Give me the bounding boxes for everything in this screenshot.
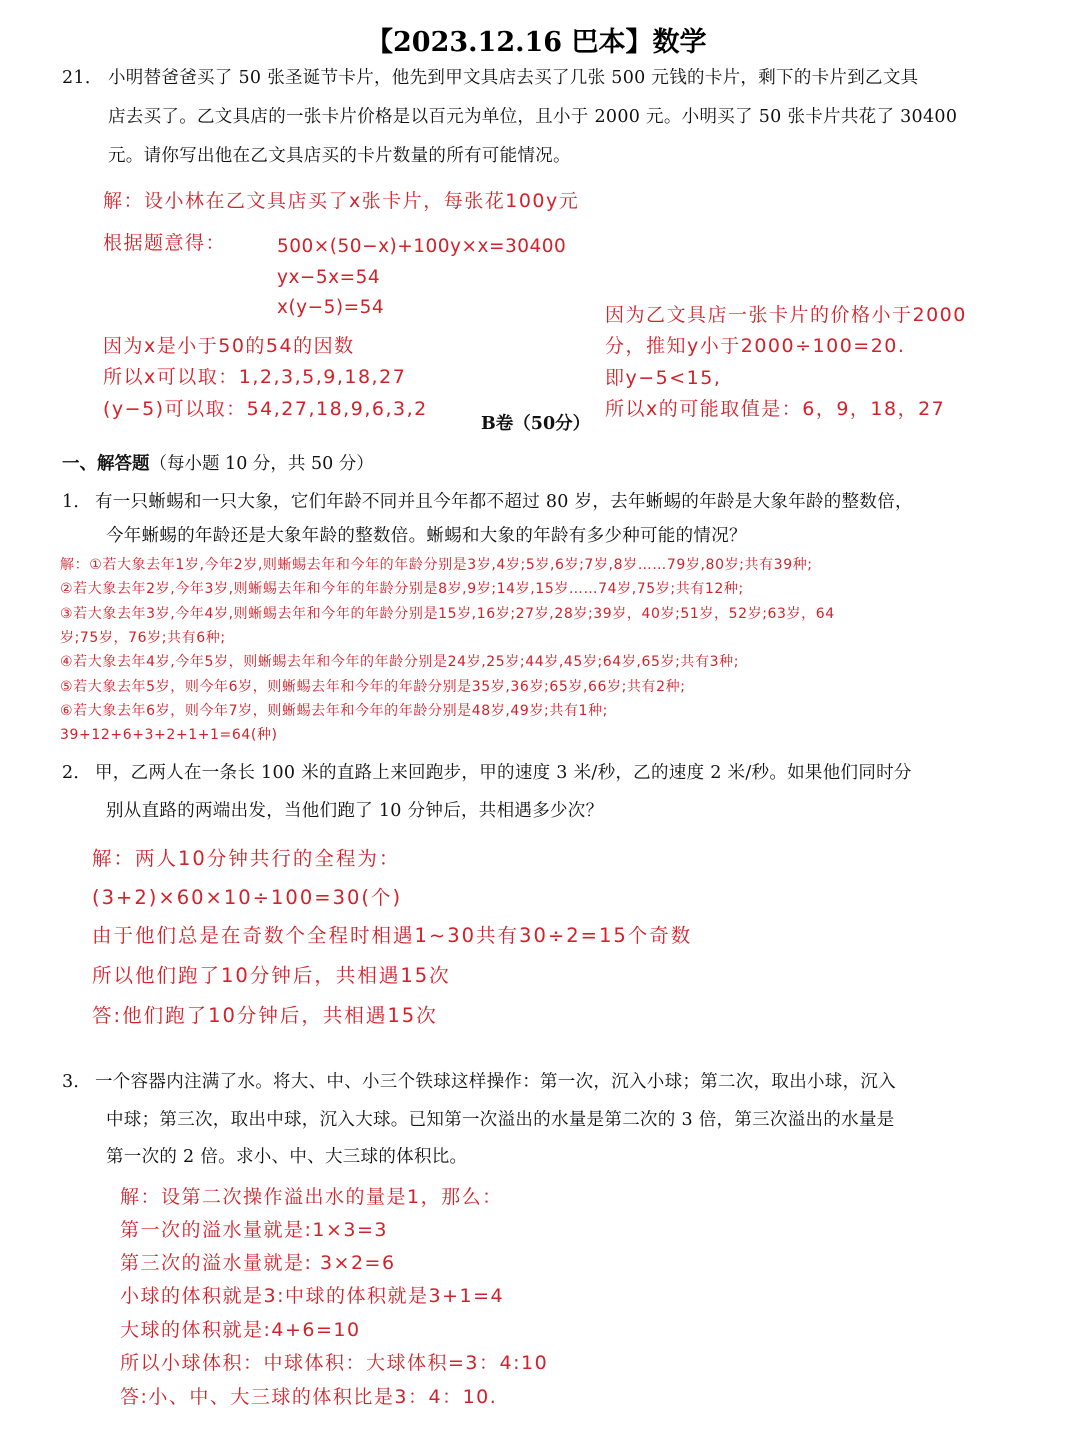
q2-answer: 答:他们跑了10分钟后，共相遇15次 bbox=[92, 1004, 438, 1027]
q21-reason-1: 因为x是小于50的54的因数 bbox=[103, 335, 355, 357]
q21-number: 21． bbox=[62, 68, 103, 88]
q3-solution-line: 小球的体积就是3:中球的体积就是3+1=4 bbox=[120, 1285, 505, 1307]
q1-solution-total: 39+12+6+3+2+1+1=64(种) bbox=[60, 727, 278, 743]
q3-line-2: 中球；第三次，取出中球，沉入大球。已知第一次溢出的水量是第二次的 3 倍，第三次溢出的水量是 bbox=[106, 1110, 895, 1130]
q3-answer: 答:小、中、大三球的体积比是3：4：10. bbox=[120, 1386, 498, 1408]
q21-equation-3: x(y−5)=54 bbox=[277, 297, 385, 318]
q1-solution-line: 解：①若大象去年1岁,今年2岁,则蜥蜴去年和今年的年龄分别是3岁,4岁;5岁,6岁;7岁,8岁……79岁,80岁;共有39种; bbox=[60, 557, 813, 573]
q21-reason-2: 所以x可以取：1,2,3,5,9,18,27 bbox=[103, 366, 407, 388]
q1-solution-line: ④若大象去年4岁,今年5岁，则蜥蜴去年和今年的年龄分别是24岁,25岁;44岁,45岁;64岁,65岁;共有3种; bbox=[60, 654, 740, 670]
q3-solution-line: 所以小球体积：中球体积：大球体积=3：4:10 bbox=[120, 1352, 549, 1374]
q3-solution-line: 解：设第二次操作溢出水的量是1，那么： bbox=[120, 1186, 503, 1208]
q3-line-3: 第一次的 2 倍。求小、中、大三球的体积比。 bbox=[106, 1147, 468, 1167]
q1-solution-line: ⑥若大象去年6岁，则今年7岁，则蜥蜴去年和今年的年龄分别是48岁,49岁;共有1种; bbox=[60, 703, 608, 719]
q21-right-note-4: 所以x的可能取值是：6，9，18，27 bbox=[605, 398, 946, 420]
q2-number: 2． bbox=[62, 763, 92, 783]
q1-solution-line: ②若大象去年2岁,今年3岁,则蜥蜴去年和今年的年龄分别是8岁,9岁;14岁,15岁……74岁,75岁;共有12种; bbox=[60, 581, 744, 597]
part-one-heading bbox=[62, 450, 374, 475]
section-b-heading: B卷（50分） bbox=[481, 414, 591, 434]
q1-solution-line: 岁;75岁，76岁;共有6种; bbox=[60, 630, 226, 646]
q21-equation-2: yx−5x=54 bbox=[277, 267, 381, 288]
q1-line-1: 有一只蜥蜴和一只大象，它们年龄不同并且今年都不超过 80 岁，去年蜥蜴的年龄是大象年龄的整数倍， bbox=[95, 492, 913, 512]
q21-line-2: 店去买了。乙文具店的一张卡片价格是以百元为单位，且小于 2000 元。小明买了 50 张卡片共花了 30400 bbox=[108, 107, 958, 127]
q2-line-2: 别从直路的两端出发，当他们跑了 10 分钟后，共相遇多少次？ bbox=[106, 801, 604, 821]
q2-solution-line: 由于他们总是在奇数个全程时相遇1~30共有30÷2=15个奇数 bbox=[92, 924, 693, 947]
q2-solution-line: 所以他们跑了10分钟后，共相遇15次 bbox=[92, 964, 451, 987]
q2-solution-line: 解：两人10分钟共行的全程为： bbox=[92, 847, 401, 870]
q1-solution-line: ⑤若大象去年5岁，则今年6岁，则蜥蜴去年和今年的年龄分别是35岁,36岁;65岁,66岁;共有2种; bbox=[60, 679, 686, 695]
q2-line-1: 甲，乙两人在一条长 100 米的直路上来回跑步，甲的速度 3 米/秒，乙的速度 2 米/秒。如果他们同时分 bbox=[95, 763, 912, 783]
q1-line-2: 今年蜥蜴的年龄还是大象年龄的整数倍。蜥蜴和大象的年龄有多少种可能的情况？ bbox=[106, 526, 747, 546]
q21-line-1: 小明替爸爸买了 50 张圣诞节卡片，他先到甲文具店去买了几张 500 元钱的卡片，剩下的卡片到乙文具 bbox=[108, 68, 919, 88]
q21-right-note-1: 因为乙文具店一张卡片的价格小于2000 bbox=[605, 304, 967, 326]
part-one-title: 一、解答题 bbox=[62, 454, 150, 474]
q21-line-3: 元。请你写出他在乙文具店买的卡片数量的所有可能情况。 bbox=[108, 146, 571, 166]
q3-solution-line: 第三次的溢水量就是: 3×2=6 bbox=[120, 1252, 396, 1274]
q3-number: 3． bbox=[62, 1072, 92, 1092]
q1-number: 1． bbox=[62, 492, 92, 512]
page-title: 【2023.12.16 巴本】数学 bbox=[366, 27, 707, 58]
q21-equation-1: 500×(50−x)+100y×x=30400 bbox=[277, 236, 567, 257]
q3-solution-line: 第一次的溢水量就是:1×3=3 bbox=[120, 1219, 389, 1241]
q21-solution-label: 根据题意得： bbox=[103, 232, 227, 254]
q21-solution-intro: 解：设小林在乙文具店买了x张卡片，每张花100y元 bbox=[103, 190, 580, 212]
q3-line-1: 一个容器内注满了水。将大、中、小三个铁球这样操作：第一次，沉入小球；第二次，取出小球，沉入 bbox=[95, 1072, 896, 1092]
q21-right-note-3: 即y−5<15, bbox=[605, 367, 722, 389]
q1-solution-line: ③若大象去年3岁,今年4岁,则蜥蜴去年和今年的年龄分别是15岁,16岁;27岁,28岁;39岁，40岁;51岁，52岁;63岁，64 bbox=[60, 606, 835, 622]
q3-solution-line: 大球的体积就是:4+6=10 bbox=[120, 1319, 361, 1341]
q21-right-note-2: 分，推知y小于2000÷100=20. bbox=[605, 335, 906, 357]
q2-solution-line: (3+2)×60×10÷100=30(个) bbox=[92, 886, 403, 909]
part-one-note: （每小题 10 分，共 50 分） bbox=[149, 454, 374, 474]
q21-reason-3: (y−5)可以取：54,27,18,9,6,3,2 bbox=[103, 398, 428, 420]
